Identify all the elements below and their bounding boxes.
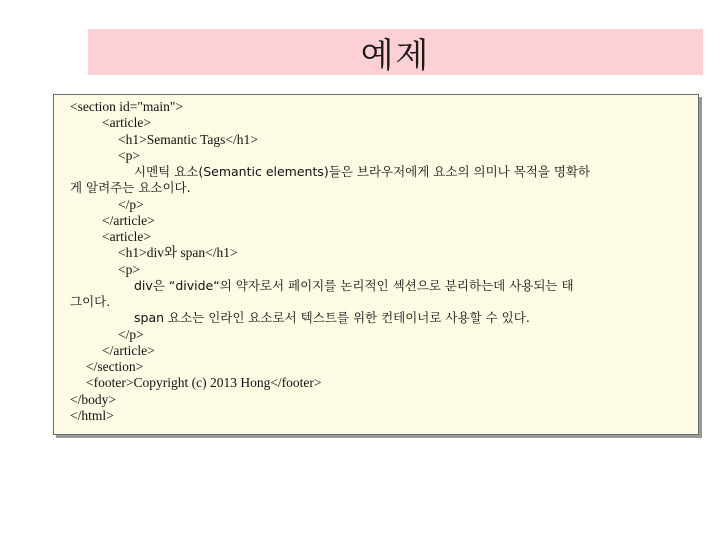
code-line-section-close: </section>: [86, 359, 144, 374]
code-line-article-open-2: <article>: [102, 229, 151, 244]
code-line-body-close: </body>: [70, 392, 116, 407]
code-line-html-close: </html>: [70, 408, 114, 423]
code-line-h1-semantic: <h1>Semantic Tags</h1>: [118, 132, 258, 147]
code-line-semantic-desc-1: 시멘틱 요소(Semantic elements)들은 브라우저에게 요소의 의미나 목적을 명확하: [134, 164, 591, 179]
code-line-article-open-1: <article>: [102, 115, 151, 130]
slide-title-bar: [88, 29, 703, 75]
code-line-article-close-2: </article>: [102, 343, 155, 358]
code-line-p-close-1: </p>: [118, 197, 144, 212]
code-line-footer: <footer>Copyright (c) 2013 Hong</footer>: [86, 375, 322, 390]
code-line-p-close-2: </p>: [118, 327, 144, 342]
code-line-span-desc: span 요소는 인라인 요소로서 텍스트를 위한 컨테이너로 사용할 수 있다.: [134, 310, 530, 325]
code-line-div-desc-1: div은 “divide“의 약자로서 페이지를 논리적인 섹션으로 분리하는데 사용되는 태: [134, 278, 574, 293]
code-line-h1-div-span: <h1>div와 span</h1>: [118, 245, 238, 260]
code-example-box: [53, 94, 699, 435]
code-line-p-open-2: <p>: [118, 262, 140, 277]
code-line-article-close-1: </article>: [102, 213, 155, 228]
slide-title: 예제: [360, 35, 431, 76]
code-line-semantic-desc-2: 게 알려주는 요소이다.: [70, 180, 191, 195]
code-line-section-open: <section id="main">: [70, 99, 183, 114]
code-line-div-desc-2: 그이다.: [70, 294, 111, 309]
code-line-p-open-1: <p>: [118, 148, 140, 163]
